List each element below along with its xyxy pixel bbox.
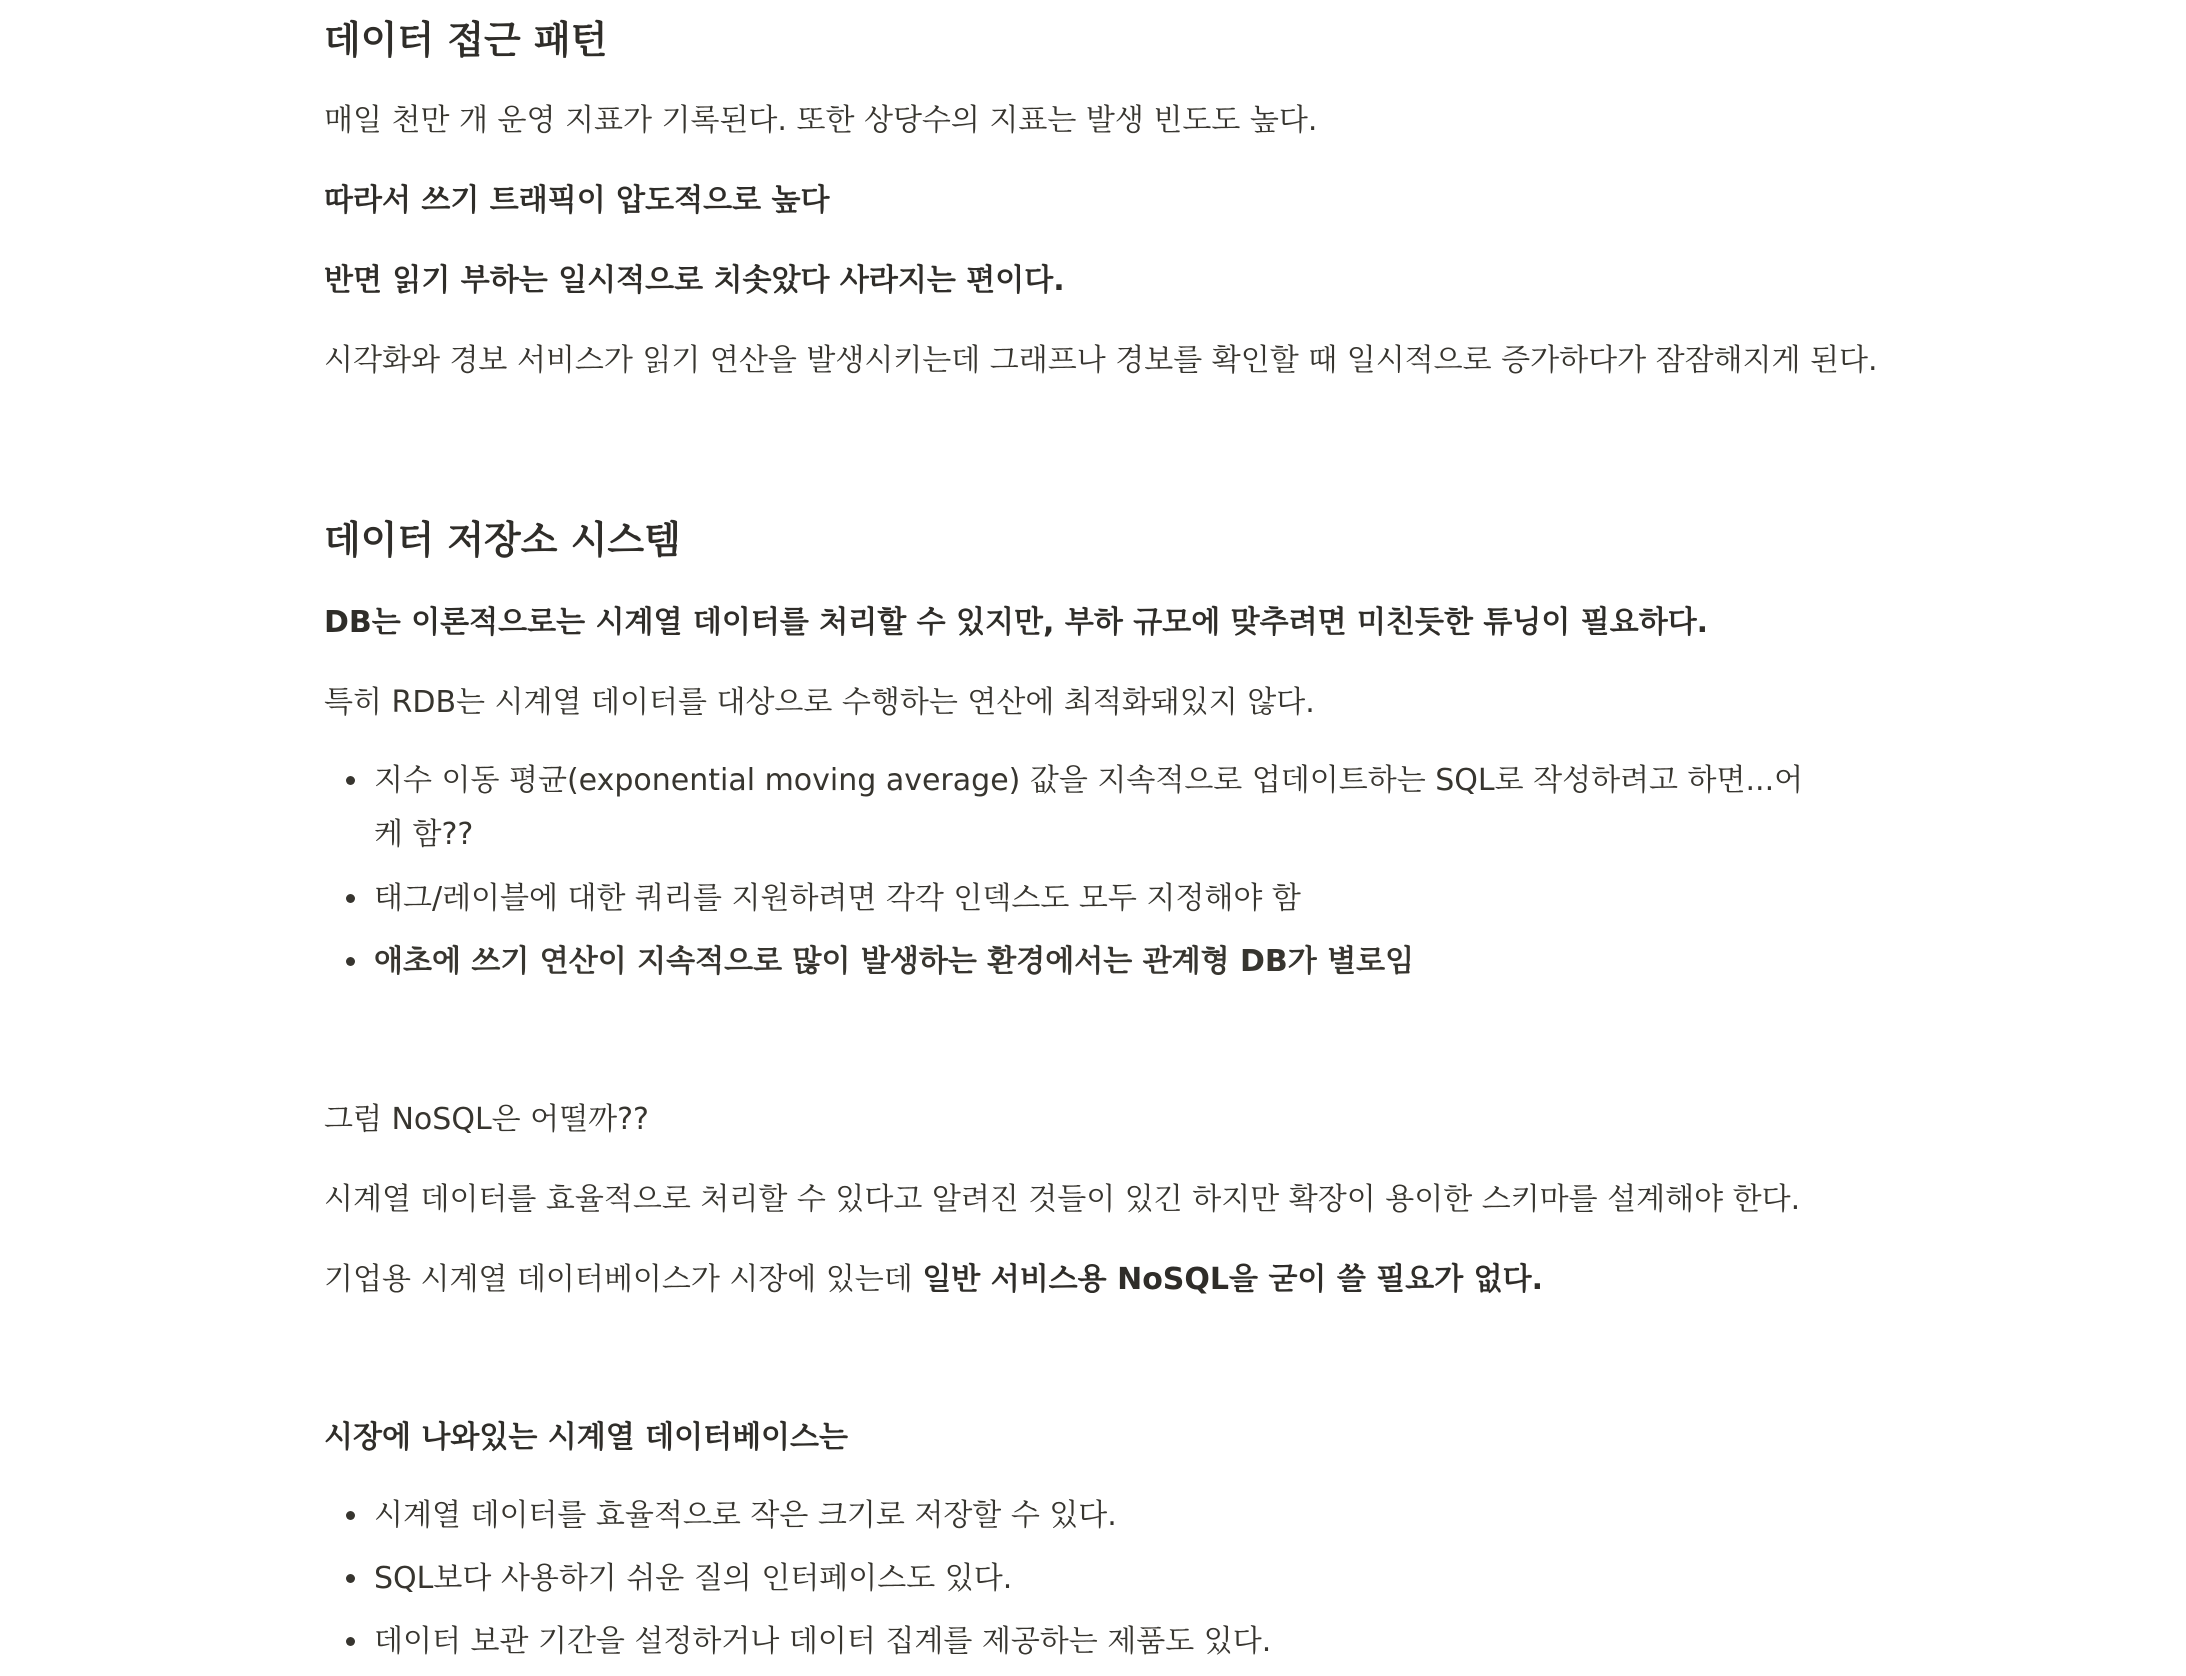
heading-data-access-pattern: 데이터 접근 패턴 <box>324 18 608 62</box>
list-item <box>324 935 1824 989</box>
list-item <box>324 1615 1824 1669</box>
heading-tsdb-market: 시장에 나와있는 시계열 데이터베이스는 <box>324 1420 848 1455</box>
bullet-dot-icon <box>346 776 355 785</box>
list-item-text: 애초에 쓰기 연산이 지속적으로 많이 발생하는 환경에서는 관계형 DB가 별로임 <box>374 944 1415 979</box>
bullet-dot-icon <box>346 1574 355 1583</box>
list-item-text: 데이터 보관 기간을 설정하거나 데이터 집계를 제공하는 제품도 있다. <box>374 1624 1272 1659</box>
paragraph-enterprise-tsdb-bold: 일반 서비스용 NoSQL을 굳이 쓸 필요가 없다. <box>922 1262 1544 1297</box>
paragraph-nosql-question: 그럼 NoSQL은 어떨까?? <box>324 1102 649 1137</box>
bullet-dot-icon <box>346 1637 355 1646</box>
heading-data-storage-system: 데이터 저장소 시스템 <box>324 518 681 562</box>
paragraph-db-tuning: DB는 이론적으로는 시계열 데이터를 처리할 수 있지만, 부하 규모에 맞추려면 미친듯한 튜닝이 필요하다. <box>324 605 1709 640</box>
paragraph-rdb-not-optimized: 특히 RDB는 시계열 데이터를 대상으로 수행하는 연산에 최적화돼있지 않다. <box>324 685 1315 720</box>
list-item <box>324 1489 1824 1543</box>
list-item-text: 태그/레이블에 대한 쿼리를 지원하려면 각각 인덱스도 모두 지정해야 함 <box>374 881 1301 916</box>
paragraph-visualization-alerts: 시각화와 경보 서비스가 읽기 연산을 발생시키는데 그래프나 경보를 확인할 때 일시적으로 증가하다가 잠잠해지게 된다. <box>324 343 1878 378</box>
paragraph-enterprise-tsdb <box>324 1257 1543 1302</box>
list-item-text: 시계열 데이터를 효율적으로 작은 크기로 저장할 수 있다. <box>374 1498 1117 1533</box>
paragraph-metrics-recorded: 매일 천만 개 운영 지표가 기록된다. 또한 상당수의 지표는 발생 빈도도 높다. <box>324 103 1318 138</box>
paragraph-read-load: 반면 읽기 부하는 일시적으로 치솟았다 사라지는 편이다. <box>324 263 1065 298</box>
list-item <box>324 872 1824 926</box>
bullet-dot-icon <box>346 894 355 903</box>
list-item <box>324 1552 1824 1606</box>
list-item-text: 지수 이동 평균(exponential moving average) 값을 지속적으로 업데이트하는 SQL로 작성하려고 하면...어케 함?? <box>374 763 1804 852</box>
paragraph-enterprise-tsdb-normal: 기업용 시계열 데이터베이스가 시장에 있는데 <box>324 1262 923 1297</box>
list-item-text: SQL보다 사용하기 쉬운 질의 인터페이스도 있다. <box>374 1561 1013 1596</box>
bullet-dot-icon <box>346 1511 355 1520</box>
paragraph-write-traffic: 따라서 쓰기 트래픽이 압도적으로 높다 <box>324 183 830 218</box>
list-item <box>324 754 1824 862</box>
bullet-dot-icon <box>346 957 355 966</box>
paragraph-nosql-schema: 시계열 데이터를 효율적으로 처리할 수 있다고 알려진 것들이 있긴 하지만 확장이 용이한 스키마를 설계해야 한다. <box>324 1182 1801 1217</box>
